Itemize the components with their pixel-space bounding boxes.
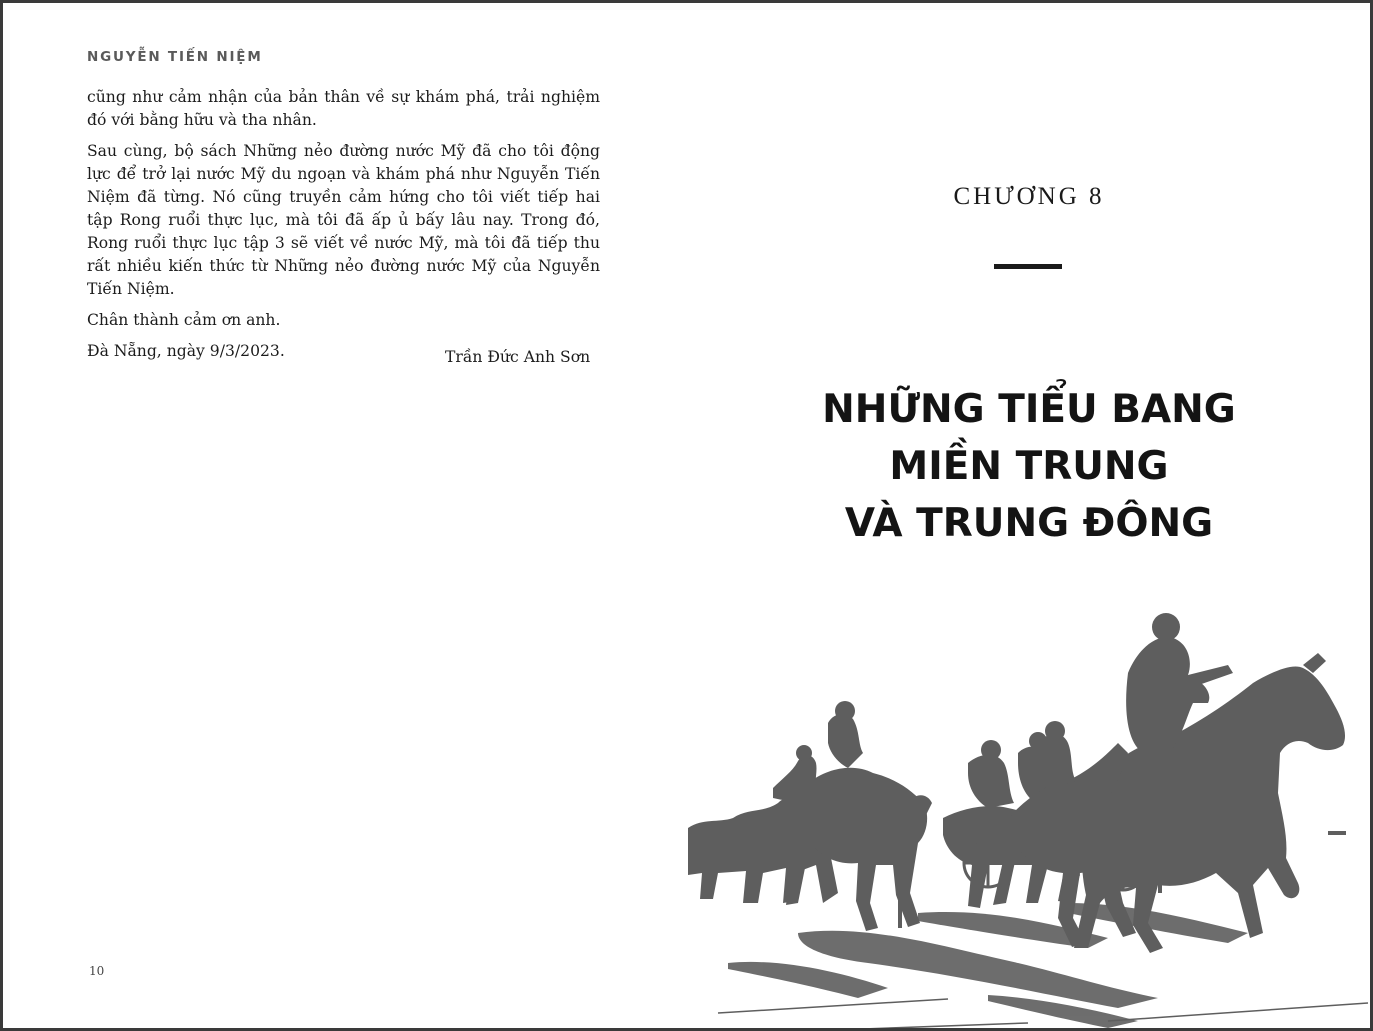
chapter-title	[688, 381, 1370, 552]
second-rider	[993, 721, 1136, 947]
chapter-title-line: MIỀN TRUNG	[889, 444, 1169, 489]
left-page	[3, 3, 688, 1028]
chapter-divider	[994, 264, 1062, 269]
paragraph: Chân thành cảm ơn anh.	[87, 311, 281, 329]
paragraph: Sau cùng, bộ sách Những nẻo đường nước Mỹ đã cho tôi động lực để trở lại nước Mỹ du ngoạn và khám phá như Nguyễn Tiến Niệm đã từng. Nó cũng truyền cảm hứng cho tôi viết tiếp hai tập Rong ruổi thực lục, mà tôi đã ấp ủ bấy lâu nay. Trong đó, Rong ruổi thực lục tập 3 sẽ viết về nước Mỹ, mà tôi đã tiếp thu rất nhiều kiến thức từ Những nẻo đường nước Mỹ của Nguyễn Tiến Niệm.	[87, 142, 600, 298]
right-page	[688, 3, 1370, 1028]
paragraph: Đà Nẵng, ngày 9/3/2023.	[87, 342, 285, 360]
chapter-title-line: NHỮNG TIỂU BANG	[822, 387, 1236, 432]
horse-race-illustration	[688, 603, 1370, 1031]
chapter-label: CHƯƠNG 8	[953, 183, 1105, 210]
running-header: NGUYỄN TIẾN NIỆM	[87, 49, 263, 65]
chapter-title-line: VÀ TRUNG ĐÔNG	[844, 501, 1214, 546]
body-text	[87, 86, 600, 371]
page-number: 10	[89, 964, 105, 978]
rider-mid-left	[786, 701, 932, 931]
illustration-ink	[688, 613, 1368, 1031]
paragraph: cũng như cảm nhận của bản thân về sự khám phá, trải nghiệm đó với bằng hữu và tha nhân.	[87, 88, 600, 129]
ground-shadows	[728, 903, 1248, 1028]
signature: Trần Đức Anh Sơn	[445, 348, 591, 366]
